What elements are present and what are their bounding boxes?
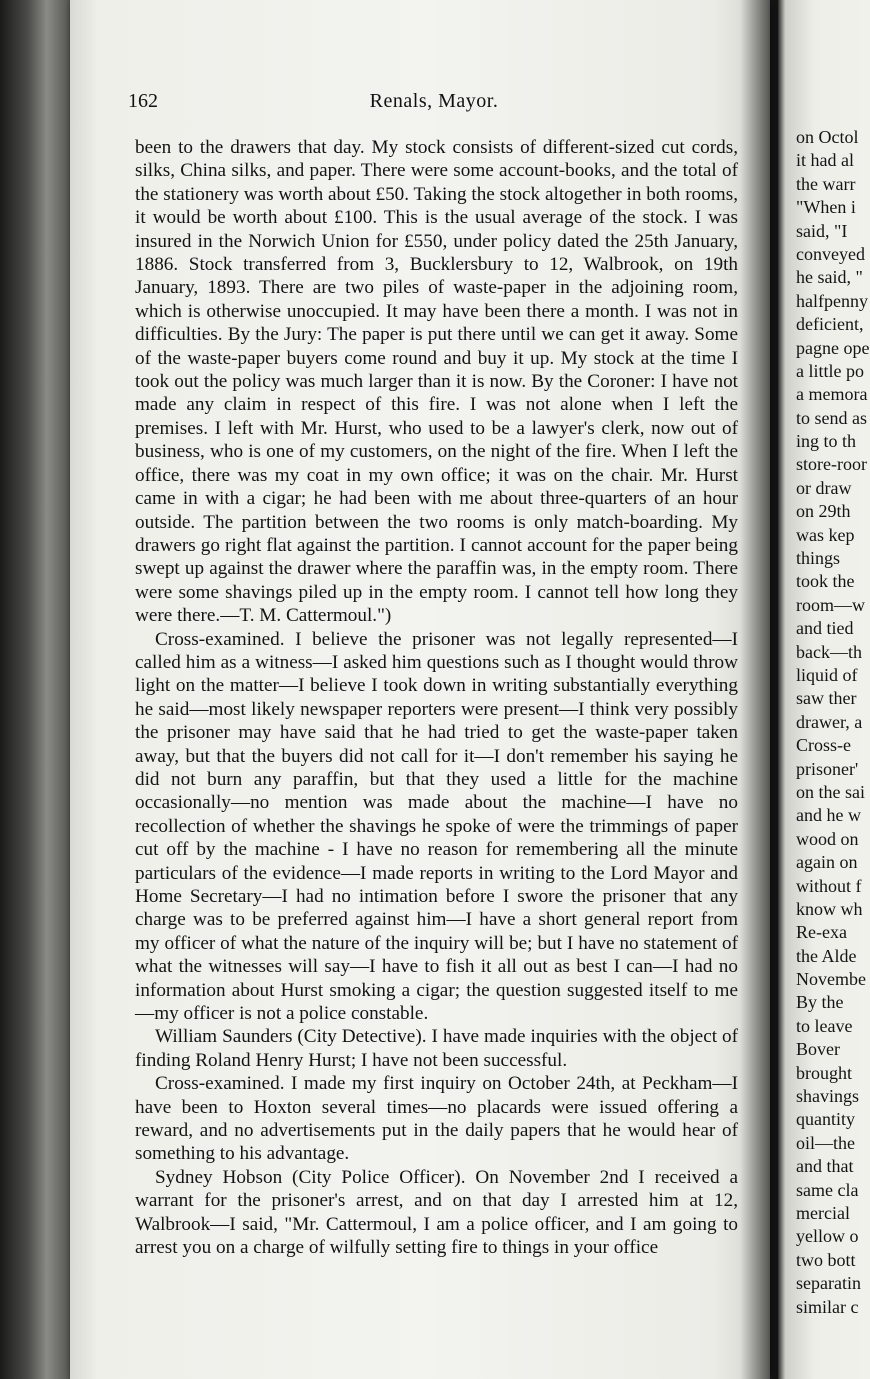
right-page-line: without f bbox=[796, 875, 862, 896]
right-page-line: conveyed bbox=[796, 243, 865, 264]
right-page-line: ing to th bbox=[796, 431, 857, 452]
paragraph-3: William Saunders (City Detective). I have made inquiries with the object of finding Roland Henry Hurst; I have not been successful. bbox=[135, 1026, 738, 1071]
right-page-line: took the bbox=[796, 571, 855, 592]
right-page-line: store-roor bbox=[796, 454, 867, 475]
right-page-line: to send as bbox=[796, 407, 867, 428]
right-page-line: a memora bbox=[796, 384, 868, 405]
right-page-line: quantity bbox=[796, 1109, 855, 1130]
page-header bbox=[128, 90, 740, 120]
paragraph-4: Cross-examined. I made my first inquiry on October 24th, at Peckham—I have been to Hoxton several times—no placards were issued offering a reward, and no advertisements put in the daily papers that he would hear of something to his advantage. bbox=[135, 1073, 738, 1165]
right-page-line: same cla bbox=[796, 1179, 859, 1200]
right-page-line: Re-exa bbox=[796, 922, 847, 943]
right-page-line: "When i bbox=[796, 197, 856, 218]
running-title: Renals, Mayor. bbox=[369, 90, 499, 112]
spine-shadow bbox=[740, 0, 780, 1379]
right-page-line: pagne ope bbox=[796, 337, 870, 358]
right-page-line: things bbox=[796, 548, 841, 569]
right-page-line: deficient, bbox=[796, 314, 864, 335]
right-page-line: and that bbox=[796, 1156, 854, 1177]
right-page-line: Cross-e bbox=[796, 735, 851, 756]
right-page-line: on Octol bbox=[796, 127, 859, 147]
right-page-line: and tied bbox=[796, 618, 854, 639]
right-page-line: on the sai bbox=[796, 781, 865, 802]
right-page-line: drawer, a bbox=[796, 711, 863, 732]
right-page-line: Novembe bbox=[796, 969, 866, 990]
right-page-line: he said, " bbox=[796, 267, 863, 288]
right-page-line: prisoner' bbox=[796, 758, 859, 779]
right-page-line: said, "I bbox=[796, 220, 848, 241]
right-page-line: a little po bbox=[796, 360, 864, 381]
paragraph-5: Sydney Hobson (City Police Officer). On November 2nd I received a warrant for the prisoner's arrest, and on that day I arrested him at 12, Walbrook—I said, "Mr. Cattermoul, I am a police officer, and I am going to arrest you on a charge of wilfully setting fire to things in your office bbox=[135, 1166, 738, 1259]
page-number: 162 bbox=[128, 90, 158, 112]
right-page-line: oil—the bbox=[796, 1132, 855, 1153]
right-page-line: know wh bbox=[796, 898, 863, 919]
right-page-text bbox=[796, 126, 870, 1319]
right-page-line: back—th bbox=[796, 641, 862, 662]
right-page-line: wood on bbox=[796, 828, 859, 849]
right-page-line: Bover bbox=[796, 1039, 840, 1060]
right-page-line: halfpenny bbox=[796, 290, 868, 311]
right-page-line: the warr bbox=[796, 173, 856, 194]
right-page-line: two bott bbox=[796, 1249, 856, 1270]
paragraph-2: Cross-examined. I believe the prisoner was not legally represented—I called him as a witness—I asked him questions such as I thought would throw light on the matter—I believe I took down in writing substantially everything he said—most likely newspaper reporters were present—I think very possibly the prisoner may have said that he had tried to get the waste-paper taken away, but that the buyers did not call for it—I don't remember his saying he did not burn any paraffin, but that they used a little for the machine occasionally—no mention was made about the machine—I have no recollection of whether the shavings he spoke of were the trimmings of paper cut off by the machine - I have no reason for remembering all the minute particulars of the evidence—I made reports in writing to the Lord Mayor and Home Secretary—I had no intimation before I swore the prisoner that any charge was to be preferred against him—I have a short general report from my officer of what the nature of the inquiry will be; but I have no statement of what the witnesses will say—I have to fish it all out as best I can—I had no information about Hurst smoking a cigar; the question suggested itself to me—my officer is not a police constable. bbox=[135, 628, 738, 1025]
right-page-line: it had al bbox=[796, 150, 854, 171]
right-page-line: similar c bbox=[796, 1296, 859, 1317]
right-page-line: was kep bbox=[796, 524, 855, 545]
right-page-line: room—w bbox=[796, 594, 865, 615]
left-page-text bbox=[135, 136, 738, 1260]
right-page-line: yellow o bbox=[796, 1226, 859, 1247]
right-page-line: shavings bbox=[796, 1086, 859, 1107]
right-page-line: mercial bbox=[796, 1202, 850, 1223]
paragraph-1: been to the drawers that day. My stock consists of different-sized cut cords, silks, China silks, and paper. There were some account-books, and the total of the stationery was worth about £50. Taking the stock altogether in both rooms, it would be worth about £100. This is the usual average of the stock. I was insured in the Norwich Union for £550, under policy dated the 25th January, 1886. Stock transferred from 3, Bucklersbury to 12, Walbrook, on 19th January, 1893. There are two piles of waste-paper in the adjoining room, which is otherwise unoccupied. It may have been there a month. I was not in difficulties. By the Jury: The paper is put there until we can get it away. Some of the waste-paper buyers come round and buy it up. My stock at the time I took out the policy was much larger than it is now. By the Coroner: I have not made any claim in respect of this fire. I was not alone when I left the premises. I left with Mr. Hurst, who used to be a lawyer's clerk, now out of business, who is one of my customers, on the night of the fire. When I left the office, there was my coat in my own office; it was on the chair. Mr. Hurst came in with a cigar; he had been with me about three-quarters of an hour outside. The partition between the two rooms is only match-boarding. My drawers go right flat against the partition. I cannot account for the paper being swept up against the drawer where the paraffin was, in the empty room. There were some shavings piled up in the empty room. I cannot tell how long they were there.—T. M. Cattermoul.") bbox=[135, 137, 738, 627]
right-page-line: and he w bbox=[796, 805, 861, 826]
right-page-line: brought bbox=[796, 1062, 852, 1083]
right-page-line: liquid of bbox=[796, 664, 858, 685]
right-page-line: or draw bbox=[796, 477, 852, 498]
right-page-line: to leave bbox=[796, 1015, 853, 1036]
right-page-line: the Alde bbox=[796, 945, 857, 966]
right-page-line: saw ther bbox=[796, 688, 857, 709]
right-page-line: By the bbox=[796, 992, 844, 1013]
right-page-line: again on bbox=[796, 852, 858, 873]
right-page-line: separatin bbox=[796, 1273, 861, 1294]
right-page-line: on 29th bbox=[796, 501, 851, 522]
book-gutter bbox=[0, 0, 78, 1379]
